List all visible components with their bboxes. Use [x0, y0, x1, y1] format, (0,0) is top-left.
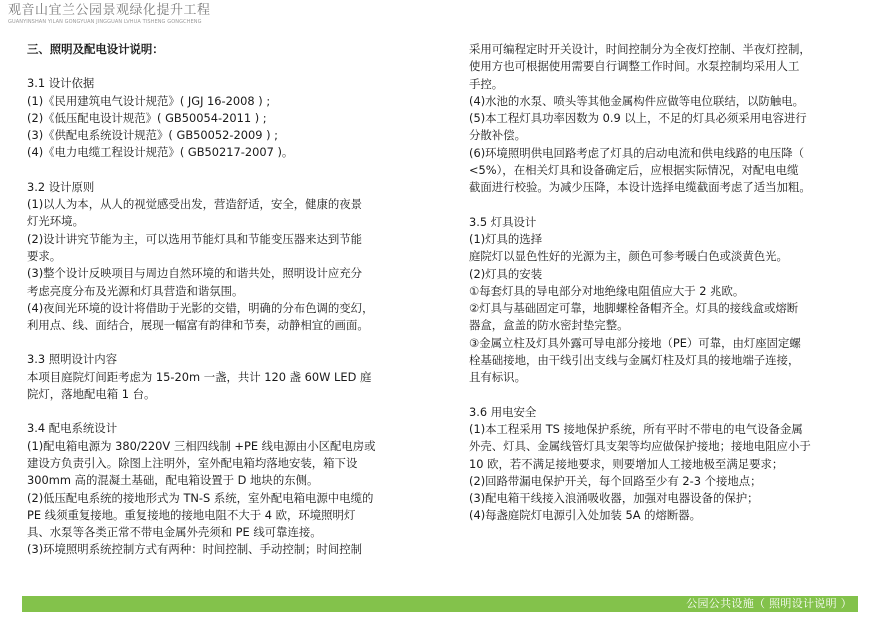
text-line: 使用方也可根据使用需要自行调整工作时间。水泵控制均采用人工	[469, 59, 800, 74]
text-line: (2)《低压配电设计规范》( GB50054-2011 ) ;	[27, 110, 267, 125]
text-section	[469, 214, 854, 387]
text-line: (1)灯具的选择	[469, 231, 543, 246]
text-line: 器盒，盒盖的防水密封垫完整。	[469, 318, 629, 333]
text-line: 要求。	[27, 248, 62, 263]
text-line: (4)夜间光环境的设计将借助于光影的交错，明确的分布色调的变幻，	[27, 300, 374, 315]
text-line: 考虑亮度分布及光源和灯具营造和谐氛围。	[27, 283, 244, 298]
section-heading: 三、照明及配电设计说明：	[27, 42, 164, 56]
text-line: 外壳、灯具、金属线管灯具支架等均应做保护接地；接地电阻应小于	[469, 439, 811, 454]
text-line: (1)配电箱电源为 380/220V 三相四线制 +PE 线电源由小区配电房或	[27, 438, 376, 453]
text-line: PE 线须重复接地。重复接地的接地电阻不大于 4 欧，环境照明灯	[27, 507, 356, 522]
right-column	[469, 41, 854, 542]
text-line: 利用点、线、面结合，展现一幅富有韵律和节奏，动静相宜的画面。	[27, 318, 369, 333]
text-section	[27, 75, 425, 161]
text-line: (3)整个设计反映项目与周边自然环境的和谐共处，照明设计应充分	[27, 266, 363, 281]
text-line: (2)灯具的安装	[469, 266, 543, 281]
text-line: 具、水泵等各类正常不带电金属外壳须和 PE 线可靠连接。	[27, 525, 322, 540]
text-line: (1)《民用建筑电气设计规范》( JGJ 16-2008 ) ;	[27, 93, 271, 108]
text-line: (2)设计讲究节能为主，可以选用节能灯具和节能变压器来达到节能	[27, 231, 363, 246]
text-line: 且有标识。	[469, 370, 526, 385]
project-header	[8, 3, 308, 26]
project-title: 观音山宜兰公园景观绿化提升工程	[8, 3, 211, 18]
text-line: 庭院灯以显色性好的光源为主，颜色可参考暖白色或淡黄色光。	[469, 249, 788, 264]
text-line: <5%），在相关灯具和设备确定后，应根据实际情况，对配电电缆	[469, 163, 799, 178]
project-subtitle: GUANYINSHAN YILAN GONGYUAN JINGGUAN LVHUA TISHENG GONGCHENG	[8, 19, 202, 25]
left-column	[27, 41, 425, 576]
left-sections	[27, 75, 425, 558]
text-line: 建设方负责引入。除图上注明外，室外配电箱均落地安装，箱下设	[27, 455, 358, 470]
text-line: 院灯，落地配电箱 1 台。	[27, 387, 156, 402]
section-title: 3.6 用电安全	[469, 404, 537, 419]
section-title: 3.5 灯具设计	[469, 214, 537, 229]
footer-label: 公园公共设施（ 照明设计说明 ）	[686, 597, 852, 610]
text-line: 分散补偿。	[469, 128, 526, 143]
text-line: (4)《电力电缆工程设计规范》( GB50217-2007 )。	[27, 145, 294, 160]
section-title: 3.3 照明设计内容	[27, 352, 118, 367]
text-line: ③金属立柱及灯具外露可导电部分接地（PE）可靠，由灯座固定螺	[469, 335, 801, 350]
section-title: 3.1 设计依据	[27, 76, 95, 91]
text-line: 本项目庭院灯间距考虑为 15-20m 一盏，共计 120 盏 60W LED 庭	[27, 369, 372, 384]
text-line: 采用可编程定时开关设计，时间控制分为全夜灯控制、半夜灯控制，	[469, 42, 811, 56]
text-line: (3)《供配电系统设计规范》( GB50052-2009 ) ;	[27, 128, 278, 143]
text-line: ①每套灯具的导电部分对地绝缘电阻值应大于 2 兆欧。	[469, 283, 745, 298]
text-line: 手控。	[469, 76, 504, 91]
text-line: (3)环境照明系统控制方式有两种：时间控制、手动控制；时间控制	[27, 542, 363, 557]
text-line: (4)水池的水泵、喷头等其他金属构件应做等电位联结，以防触电。	[469, 93, 805, 108]
text-line: (6)环境照明供电回路考虑了灯具的启动电流和供电线路的电压降（	[469, 145, 805, 160]
text-section	[27, 420, 425, 558]
text-line: (5)本工程灯具功率因数为 0.9 以上，不足的灯具必须采用电容进行	[469, 111, 807, 126]
text-line: 截面进行校验。为减少压降，本设计选择电缆截面考虑了适当加粗。	[469, 180, 811, 195]
text-line: (2)低压配电系统的接地形式为 TN-S 系统，室外配电箱电源中电缆的	[27, 490, 374, 505]
section-title: 3.4 配电系统设计	[27, 421, 118, 436]
section-title: 3.2 设计原则	[27, 179, 95, 194]
text-line: 10 欧，若不满足接地要求，则要增加人工接地极至满足要求；	[469, 456, 784, 471]
text-line: (2)回路带漏电保护开关，每个回路至少有 2-3 个接地点；	[469, 473, 762, 488]
text-line: ②灯具与基础固定可靠，地脚螺栓备帽齐全。灯具的接线盒或熔断	[469, 301, 799, 316]
text-section	[469, 404, 854, 525]
right-sections	[469, 41, 854, 525]
text-line: (3)配电箱干线接入浪涌吸收器，加强对电器设备的保护；	[469, 491, 759, 506]
text-line: (1)以人为本，从人的视觉感受出发，营造舒适，安全，健康的夜景	[27, 197, 363, 212]
text-line: 灯光环境。	[27, 214, 84, 229]
text-line: (4)每盏庭院灯电源引入处加装 5A 的熔断器。	[469, 508, 702, 523]
text-line: (1)本工程采用 TS 接地保护系统，所有平时不带电的电气设备金属	[469, 421, 803, 436]
text-line: 300mm 高的混凝土基础，配电箱设置于 D 地块的东侧。	[27, 473, 319, 488]
text-line: 栓基础接地，由干线引出支线与金属灯柱及灯具的接地端子连接，	[469, 353, 800, 368]
text-section	[27, 179, 425, 335]
text-section	[27, 351, 425, 403]
text-section	[469, 41, 854, 197]
footer-bar	[22, 596, 858, 612]
